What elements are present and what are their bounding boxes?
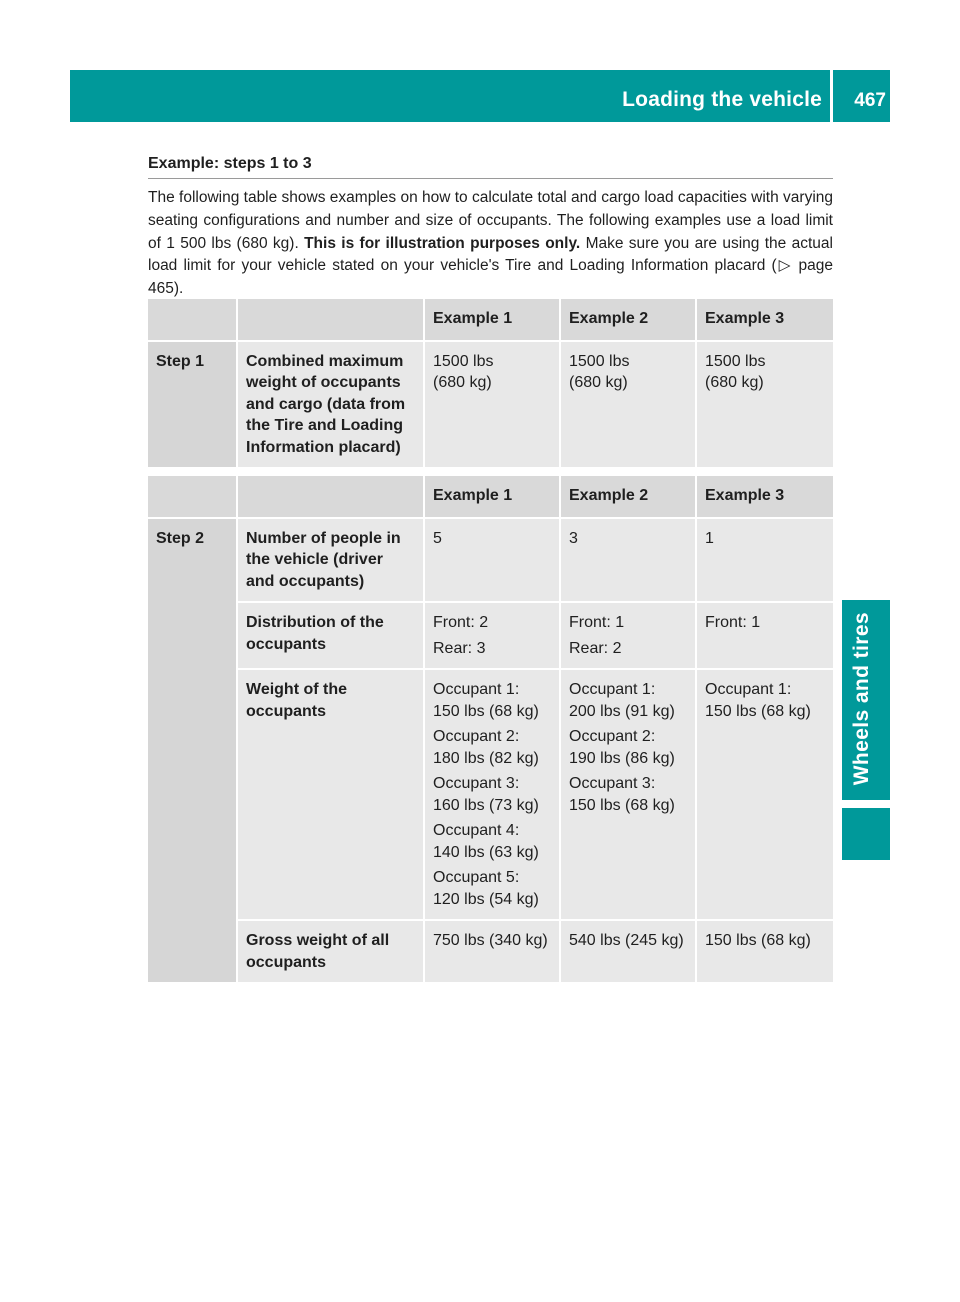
header-cell xyxy=(148,299,238,342)
value-cell xyxy=(561,921,697,984)
section-divider xyxy=(148,178,833,179)
table-header-row xyxy=(148,476,833,519)
header-cell: Example 1 xyxy=(425,476,561,519)
value-line: (680 kg) xyxy=(569,374,628,391)
value-line: Occupant 5: 120 lbs (54 kg) xyxy=(433,869,539,908)
header-cell xyxy=(148,476,238,519)
step-label: Step 1 xyxy=(148,342,238,470)
section-title: Example: steps 1 to 3 xyxy=(148,155,312,172)
row-label: Combined maximum weight of occupants and cargo (data from the Tire and Loading Information placard) xyxy=(238,342,425,470)
intro-text-2: Make sure you are using the actual load limit for your vehicle stated on your vehicle's Tire and Loading Information placard ( xyxy=(148,234,833,275)
value-line: 1500 lbs xyxy=(705,352,766,370)
value-cell xyxy=(425,603,561,670)
header-cell: Example 3 xyxy=(697,476,833,519)
side-tab-marker xyxy=(842,808,890,860)
value-cell xyxy=(425,342,561,470)
value-line: 750 lbs (340 kg) xyxy=(433,932,548,949)
header-cell: Example 3 xyxy=(697,299,833,342)
value-line: Occupant 2: 180 lbs (82 kg) xyxy=(433,728,539,767)
value-cell xyxy=(561,519,697,604)
value-line: Occupant 1: 150 lbs (68 kg) xyxy=(705,681,811,720)
value-cell xyxy=(697,921,833,984)
value-line: Occupant 2: 190 lbs (86 kg) xyxy=(569,728,675,767)
intro-bold-note: This is for illustration purposes only. xyxy=(304,234,581,252)
value-cell xyxy=(425,921,561,984)
value-line: Occupant 3: 160 lbs (73 kg) xyxy=(433,775,539,814)
header-cell xyxy=(238,299,425,342)
table-row xyxy=(148,670,833,921)
value-line: Rear: 2 xyxy=(569,639,622,657)
header-cell: Example 2 xyxy=(561,299,697,342)
header-cell xyxy=(238,476,425,519)
value-line: Front: 1 xyxy=(569,614,625,631)
side-tab-label: Wheels and tires xyxy=(850,612,873,786)
value-cell xyxy=(561,670,697,921)
value-cell xyxy=(425,670,561,921)
value-line: (680 kg) xyxy=(705,374,764,391)
page-number: 467 xyxy=(854,90,886,111)
value-line: Occupant 3: 150 lbs (68 kg) xyxy=(569,775,675,814)
value-line: Occupant 1: 150 lbs (68 kg) xyxy=(433,681,539,720)
value-line: Front: 2 xyxy=(433,614,489,631)
value-line: 1 xyxy=(705,529,714,547)
step-label: Step 2 xyxy=(148,519,238,985)
row-label: Number of people in the vehicle (driver and occupants) xyxy=(238,519,425,604)
header-divider xyxy=(830,70,833,122)
value-cell xyxy=(697,670,833,921)
value-cell xyxy=(697,519,833,604)
intro-text-1: The following table shows examples on how to calculate total and cargo load capacities with varying seating configurations and number and size of occupants. The following examples use a load limit of 1 500 lbs (680 kg). xyxy=(148,189,833,252)
value-line: Front: 1 xyxy=(705,614,761,631)
value-line: Rear: 3 xyxy=(433,639,486,657)
value-cell xyxy=(561,603,697,670)
intro-paragraph xyxy=(148,187,833,301)
value-cell xyxy=(697,603,833,670)
step2-table-body xyxy=(148,519,833,985)
value-line: 540 lbs (245 kg) xyxy=(569,932,684,949)
header-cell: Example 2 xyxy=(561,476,697,519)
table-row xyxy=(148,519,833,604)
value-line: Occupant 1: 200 lbs (91 kg) xyxy=(569,681,675,720)
table-row xyxy=(148,921,833,984)
page-header xyxy=(70,70,890,122)
row-label: Distribution of the occupants xyxy=(238,603,425,670)
value-line: 5 xyxy=(433,529,442,547)
table-header-row xyxy=(148,299,833,342)
row-label: Gross weight of all occupants xyxy=(238,921,425,984)
value-line: (680 kg) xyxy=(433,374,492,391)
step2-table xyxy=(148,476,833,984)
table-row xyxy=(148,342,833,470)
value-line: Occupant 4: 140 lbs (63 kg) xyxy=(433,822,539,861)
intro-text-3: page 465). xyxy=(148,257,834,298)
value-line: 3 xyxy=(569,529,578,547)
header-cell: Example 1 xyxy=(425,299,561,342)
row-label: Weight of the occupants xyxy=(238,670,425,921)
value-cell xyxy=(425,519,561,604)
value-cell xyxy=(561,342,697,470)
chapter-title: Loading the vehicle xyxy=(622,88,822,111)
step1-table xyxy=(148,299,833,469)
value-cell xyxy=(697,342,833,470)
value-line: 1500 lbs xyxy=(433,352,494,370)
table-row xyxy=(148,603,833,670)
value-line: 1500 lbs xyxy=(569,352,630,370)
page-reference-arrow-icon: ▷ xyxy=(776,257,793,275)
value-line: 150 lbs (68 kg) xyxy=(705,932,811,949)
